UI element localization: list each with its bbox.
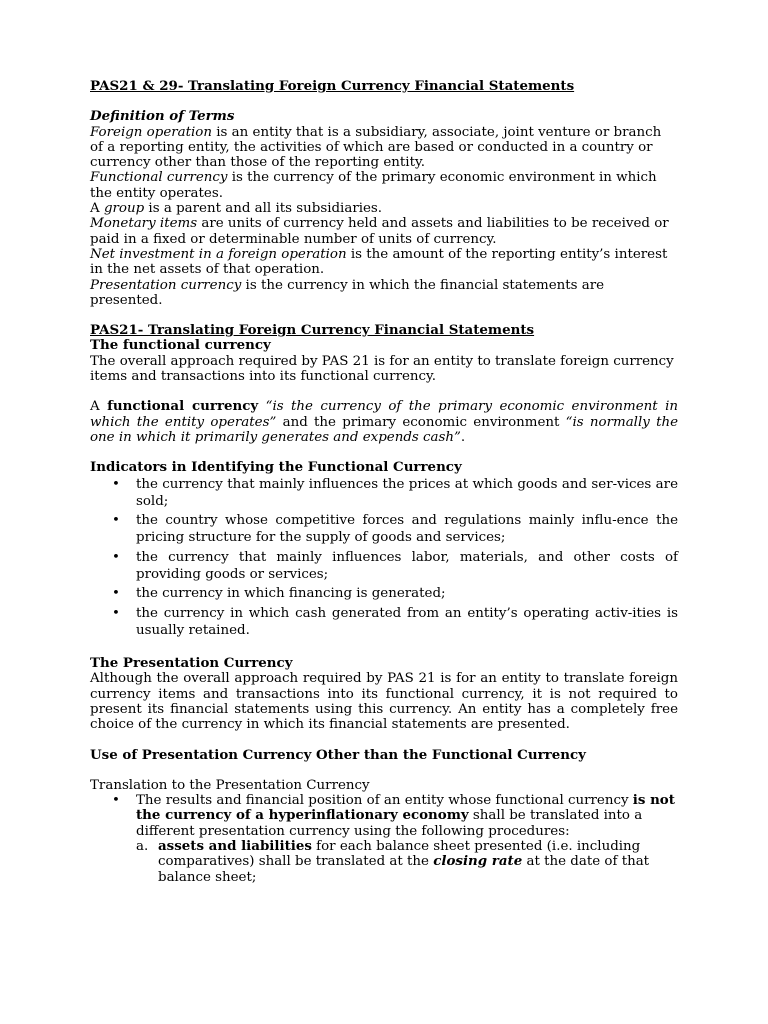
bullet-icon: • <box>112 476 120 492</box>
bullet-icon: • <box>112 513 120 529</box>
functional-currency-paragraph: The overall approach required by PAS 21 is for an entity to translate foreign currency items and transactions into its functional currency. <box>90 353 674 385</box>
list-item: • the currency in which financing is generated; <box>112 586 446 602</box>
definition-net-investment: Net investment in a foreign operation is the amount of the reporting entity’s interest in the net assets of that operation. <box>90 246 668 278</box>
definition-functional-currency: Functional currency is the currency of the primary economic environment in which the entity operates. <box>90 170 657 201</box>
definition-foreign-operation: Foreign operation is an entity that is a subsidiary, associate, joint venture or branch of a reporting entity, the activities of which are based or conducted in a country or currency other than those of the reporting entity. <box>90 124 662 171</box>
definitions-heading: Definition of Terms <box>90 108 235 125</box>
list-item: • The results and financial position of an entity whose functional currency is not the currency of a hyperinflationary economy shall be translated into a different presentation currency using the following procedures: a. assets and liabilities for each balance sheet presented (i.e. including comparatives) shall be translated at the closing rate at the date of that balance sheet; <box>90 793 678 885</box>
indicators-heading: Indicators in Identifying the Functional Currency <box>90 459 462 476</box>
indicators-list <box>90 476 678 639</box>
document-title: PAS21 & 29- Translating Foreign Currency Financial Statements <box>90 78 575 94</box>
section2-title: PAS21- Translating Foreign Currency Financial Statements <box>90 322 535 339</box>
procedure-list <box>90 839 678 885</box>
list-item: • the currency that mainly influences labor, materials, and other costs of providing goods or services; <box>112 549 678 582</box>
translation-subheading: Translation to the Presentation Currency <box>90 777 370 793</box>
bullet-icon: • <box>112 605 120 621</box>
presentation-currency-heading: The Presentation Currency <box>90 655 293 672</box>
bullet-icon: • <box>112 549 120 565</box>
definition-group: A group is a parent and all its subsidiaries. <box>90 201 383 217</box>
definition-presentation-currency: Presentation currency is the currency in which the financial statements are presented. <box>90 277 605 308</box>
definition-monetary-items: Monetary items are units of currency held and assets and liabilities to be received or paid in a fixed or determinable number of units of currency. <box>90 216 669 247</box>
functional-currency-definition: A functional currency “is the currency of the primary economic environment in which the entity operates” and the primary economic environment “is normally the one in which it primarily generates and expends cash”. <box>90 398 678 445</box>
list-item: • the currency that mainly influences the prices at which goods and ser-vices are sold; <box>112 476 678 509</box>
document-body <box>90 79 678 885</box>
list-item: • the currency in which cash generated from an entity’s operating activ-ities is usually retained. <box>112 605 678 638</box>
use-presentation-heading: Use of Presentation Currency Other than the Functional Currency <box>90 746 586 763</box>
list-item: • the country whose competitive forces and regulations mainly influ-ence the pricing structure for the supply of goods and services; <box>112 513 678 546</box>
bullet-icon: • <box>112 586 120 602</box>
functional-currency-heading: The functional currency <box>90 337 271 354</box>
list-item: a. assets and liabilities for each balance sheet presented (i.e. including comparatives) shall be translated at the closing rate at the date of that balance sheet; <box>136 838 650 885</box>
translation-list <box>90 793 678 885</box>
presentation-currency-paragraph: Although the overall approach required by PAS 21 is for an entity to translate foreign currency items and transactions into its functional currency, it is not required to present its financial statements using this currency. An entity has a completely free choice of the currency in which its financial statements are presented. <box>90 671 678 733</box>
bullet-icon: • <box>112 793 120 809</box>
